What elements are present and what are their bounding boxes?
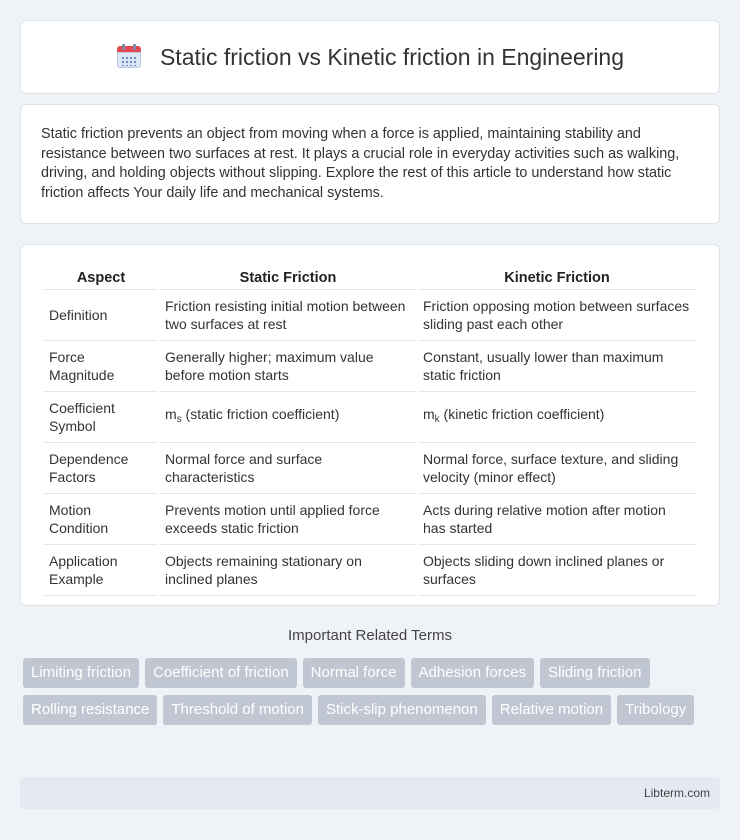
header-static: Static Friction xyxy=(239,270,337,286)
tag-rolling-resistance[interactable]: Rolling resistance xyxy=(23,695,157,725)
cell-aspect: Motion Condition xyxy=(44,493,158,544)
tag-tribology[interactable]: Tribology xyxy=(617,695,694,725)
table-row xyxy=(44,289,696,340)
cell-static: Objects remaining stationary on inclined planes xyxy=(160,544,416,596)
cell-static: Generally higher; maximum value before motion starts xyxy=(160,340,416,391)
footer-site-link[interactable]: Libterm.com xyxy=(643,786,710,800)
cell-static: $m_s$ (static friction coefficient) xyxy=(160,391,416,442)
cell-kinetic: Friction opposing motion between surfaces sliding past each other xyxy=(418,289,696,340)
tag-stick-slip-phenomenon[interactable]: Stick-slip phenomenon xyxy=(318,695,486,725)
cell-static: Prevents motion until applied force exceeds static friction xyxy=(160,493,416,544)
cell-static: Normal force and surface characteristics xyxy=(160,442,416,493)
cell-kinetic: Normal force, surface texture, and sliding velocity (minor effect) xyxy=(418,442,696,493)
table-header-row xyxy=(44,265,696,289)
title-card xyxy=(20,20,720,94)
table-row xyxy=(44,340,696,391)
cell-aspect: Dependence Factors xyxy=(44,442,158,493)
header-aspect: Aspect xyxy=(76,270,126,286)
cell-kinetic: Objects sliding down inclined planes or surfaces xyxy=(418,544,696,596)
tag-relative-motion[interactable]: Relative motion xyxy=(492,695,611,725)
tag-sliding-friction[interactable]: Sliding friction xyxy=(540,658,649,688)
cell-aspect: Application Example xyxy=(44,544,158,596)
header-kinetic: Kinetic Friction xyxy=(504,270,610,286)
table-row xyxy=(44,442,696,493)
cell-kinetic: $m_k$ (kinetic friction coefficient) xyxy=(418,391,696,442)
intro-card xyxy=(20,104,720,224)
cell-kinetic: Acts during relative motion after motion has started xyxy=(418,493,696,544)
intro-paragraph: Static friction prevents an object from moving when a force is applied, maintaining stability and resistance between two surfaces at rest. It plays a crucial role in everyday activities such as walking, driving, and holding objects without slipping. Explore the rest of this article to understand how static friction affects Your daily life and mechanical systems. xyxy=(41,126,680,201)
cell-aspect: Coefficient Symbol xyxy=(44,391,158,442)
cell-kinetic: Constant, usually lower than maximum static friction xyxy=(418,340,696,391)
page-title: Static friction vs Kinetic friction in Engineering xyxy=(159,43,625,70)
table-row xyxy=(44,544,696,596)
cell-aspect: Force Magnitude xyxy=(44,340,158,391)
comparison-table xyxy=(42,265,698,596)
tag-threshold-of-motion[interactable]: Threshold of motion xyxy=(163,695,312,725)
cell-aspect: Definition xyxy=(44,289,158,340)
related-terms-title: Important Related Terms xyxy=(288,627,452,644)
table-row xyxy=(44,391,696,442)
table-row xyxy=(44,493,696,544)
related-terms-tags xyxy=(23,658,723,725)
calendar-icon xyxy=(116,44,142,70)
cell-static: Friction resisting initial motion between two surfaces at rest xyxy=(160,289,416,340)
footer xyxy=(20,777,720,809)
tag-limiting-friction[interactable]: Limiting friction xyxy=(23,658,139,688)
tag-coefficient-of-friction[interactable]: Coefficient of friction xyxy=(145,658,297,688)
comparison-card xyxy=(20,244,720,606)
tag-normal-force[interactable]: Normal force xyxy=(303,658,405,688)
tag-adhesion-forces[interactable]: Adhesion forces xyxy=(411,658,535,688)
